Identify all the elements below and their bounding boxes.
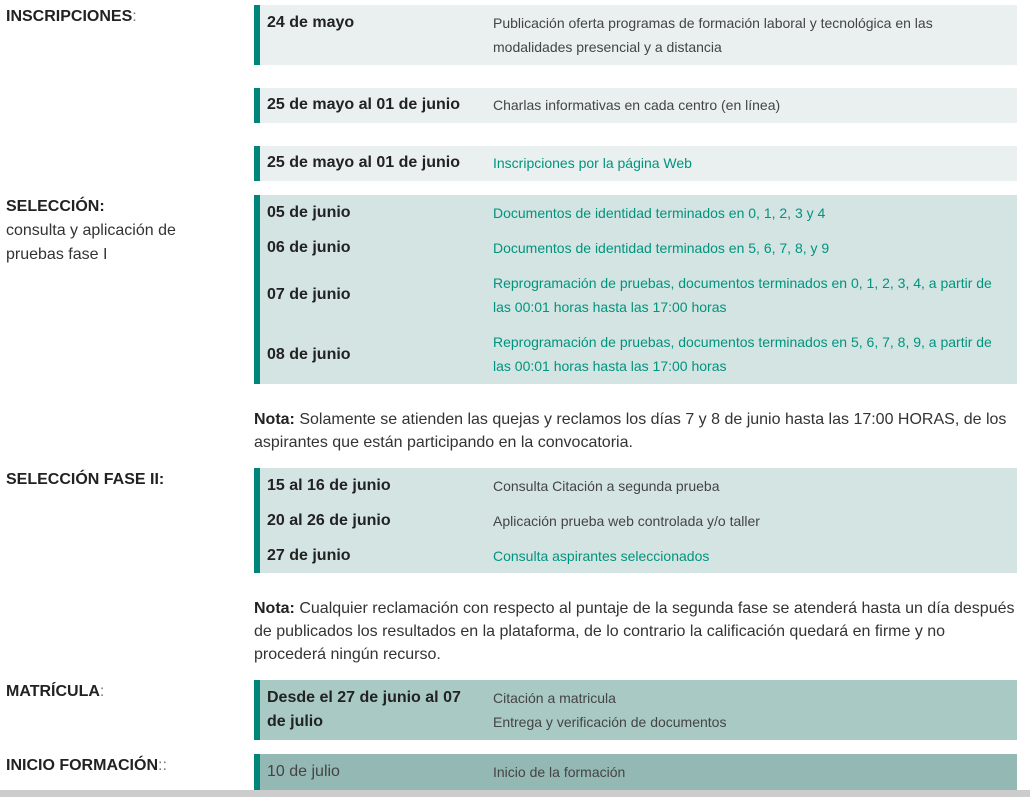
- schedule-box: [254, 195, 1017, 384]
- section-seleccion-fase-ii: [6, 468, 164, 492]
- schedule-box: [254, 5, 1017, 65]
- section-matricula: [6, 680, 104, 704]
- schedule-desc: Publicación oferta programas de formación laboral y tecnológica en las modalidades presencial y a distancia: [493, 15, 933, 55]
- schedule-desc: Entrega y verificación de documentos: [493, 714, 727, 730]
- section-inicio-formacion: [6, 754, 167, 778]
- section-title: MATRÍCULA: [6, 683, 100, 700]
- section-inscripciones: [6, 5, 137, 29]
- schedule-desc[interactable]: Documentos de identidad terminados en 5, 6, 7, 8, y 9: [493, 240, 830, 256]
- section-colon: :: [99, 683, 105, 700]
- schedule-date: 08 de junio: [267, 346, 351, 363]
- schedule-box: [254, 680, 1017, 740]
- schedule-date: 25 de mayo al 01 de junio: [267, 154, 460, 171]
- note-seleccion: [254, 408, 1019, 454]
- schedule-desc: Citación a matricula: [493, 690, 616, 706]
- schedule-date: Desde el 27 de junio al 07 de julio: [267, 689, 461, 730]
- schedule-box: [254, 146, 1017, 181]
- section-title: INICIO FORMACIÓN: [6, 757, 158, 774]
- note-label: Nota:: [254, 411, 295, 428]
- note-label: Nota:: [254, 600, 295, 617]
- section-colon: ::: [158, 757, 167, 774]
- schedule-date: 05 de junio: [267, 204, 351, 221]
- section-title: INSCRIPCIONES: [6, 8, 133, 25]
- schedule-desc[interactable]: Consulta aspirantes seleccionados: [493, 548, 710, 564]
- note-seleccion-fase-ii: [254, 597, 1019, 666]
- note-text: Cualquier reclamación con respecto al puntaje de la segunda fase se atenderá hasta un día después de publicados los resultados en la plataforma, de lo contrario la calificación quedará en firme y no procederá ningún recurso.: [254, 600, 1015, 663]
- schedule-desc[interactable]: Documentos de identidad terminados en 0, 1, 2, 3 y 4: [493, 205, 826, 221]
- schedule-date: 06 de junio: [267, 239, 351, 256]
- schedule-date: 07 de junio: [267, 286, 351, 303]
- schedule-date: 24 de mayo: [267, 14, 355, 31]
- schedule-desc: Inicio de la formación: [493, 764, 626, 780]
- section-colon: :: [132, 8, 137, 25]
- schedule-box: [254, 88, 1017, 123]
- schedule-desc[interactable]: Reprogramación de pruebas, documentos terminados en 0, 1, 2, 3, 4, a partir de las 00:01 horas hasta las 17:00 horas: [493, 275, 992, 315]
- section-title: SELECCIÓN:: [6, 198, 105, 215]
- schedule-date: 15 al 16 de junio: [267, 477, 391, 494]
- schedule-desc[interactable]: Reprogramación de pruebas, documentos terminados en 5, 6, 7, 8, 9, a partir de las 00:01 horas hasta las 17:00 horas: [493, 334, 992, 374]
- section-seleccion: [6, 195, 196, 267]
- inscripciones-web-link[interactable]: Inscripciones por la página Web: [493, 155, 692, 171]
- schedule-desc: Consulta Citación a segunda prueba: [493, 478, 720, 494]
- section-title: SELECCIÓN FASE II:: [6, 471, 165, 488]
- schedule-desc: Charlas informativas en cada centro (en línea): [493, 97, 781, 113]
- schedule-date: 10 de julio: [267, 763, 340, 780]
- schedule-date: 20 al 26 de junio: [267, 512, 391, 529]
- schedule-date: 27 de junio: [267, 547, 351, 564]
- section-subtitle: consulta y aplicación de pruebas fase I: [6, 222, 176, 263]
- schedule-desc: Aplicación prueba web controlada y/o taller: [493, 513, 760, 529]
- schedule-box: [254, 468, 1017, 573]
- note-text: Solamente se atienden las quejas y reclamos los días 7 y 8 de junio hasta las 17:00 HORAS, de los aspirantes que están participando en la convocatoria.: [254, 411, 1007, 451]
- horizontal-scrollbar[interactable]: [0, 790, 1030, 797]
- schedule-box: [254, 754, 1017, 790]
- schedule-date: 25 de mayo al 01 de junio: [267, 96, 460, 113]
